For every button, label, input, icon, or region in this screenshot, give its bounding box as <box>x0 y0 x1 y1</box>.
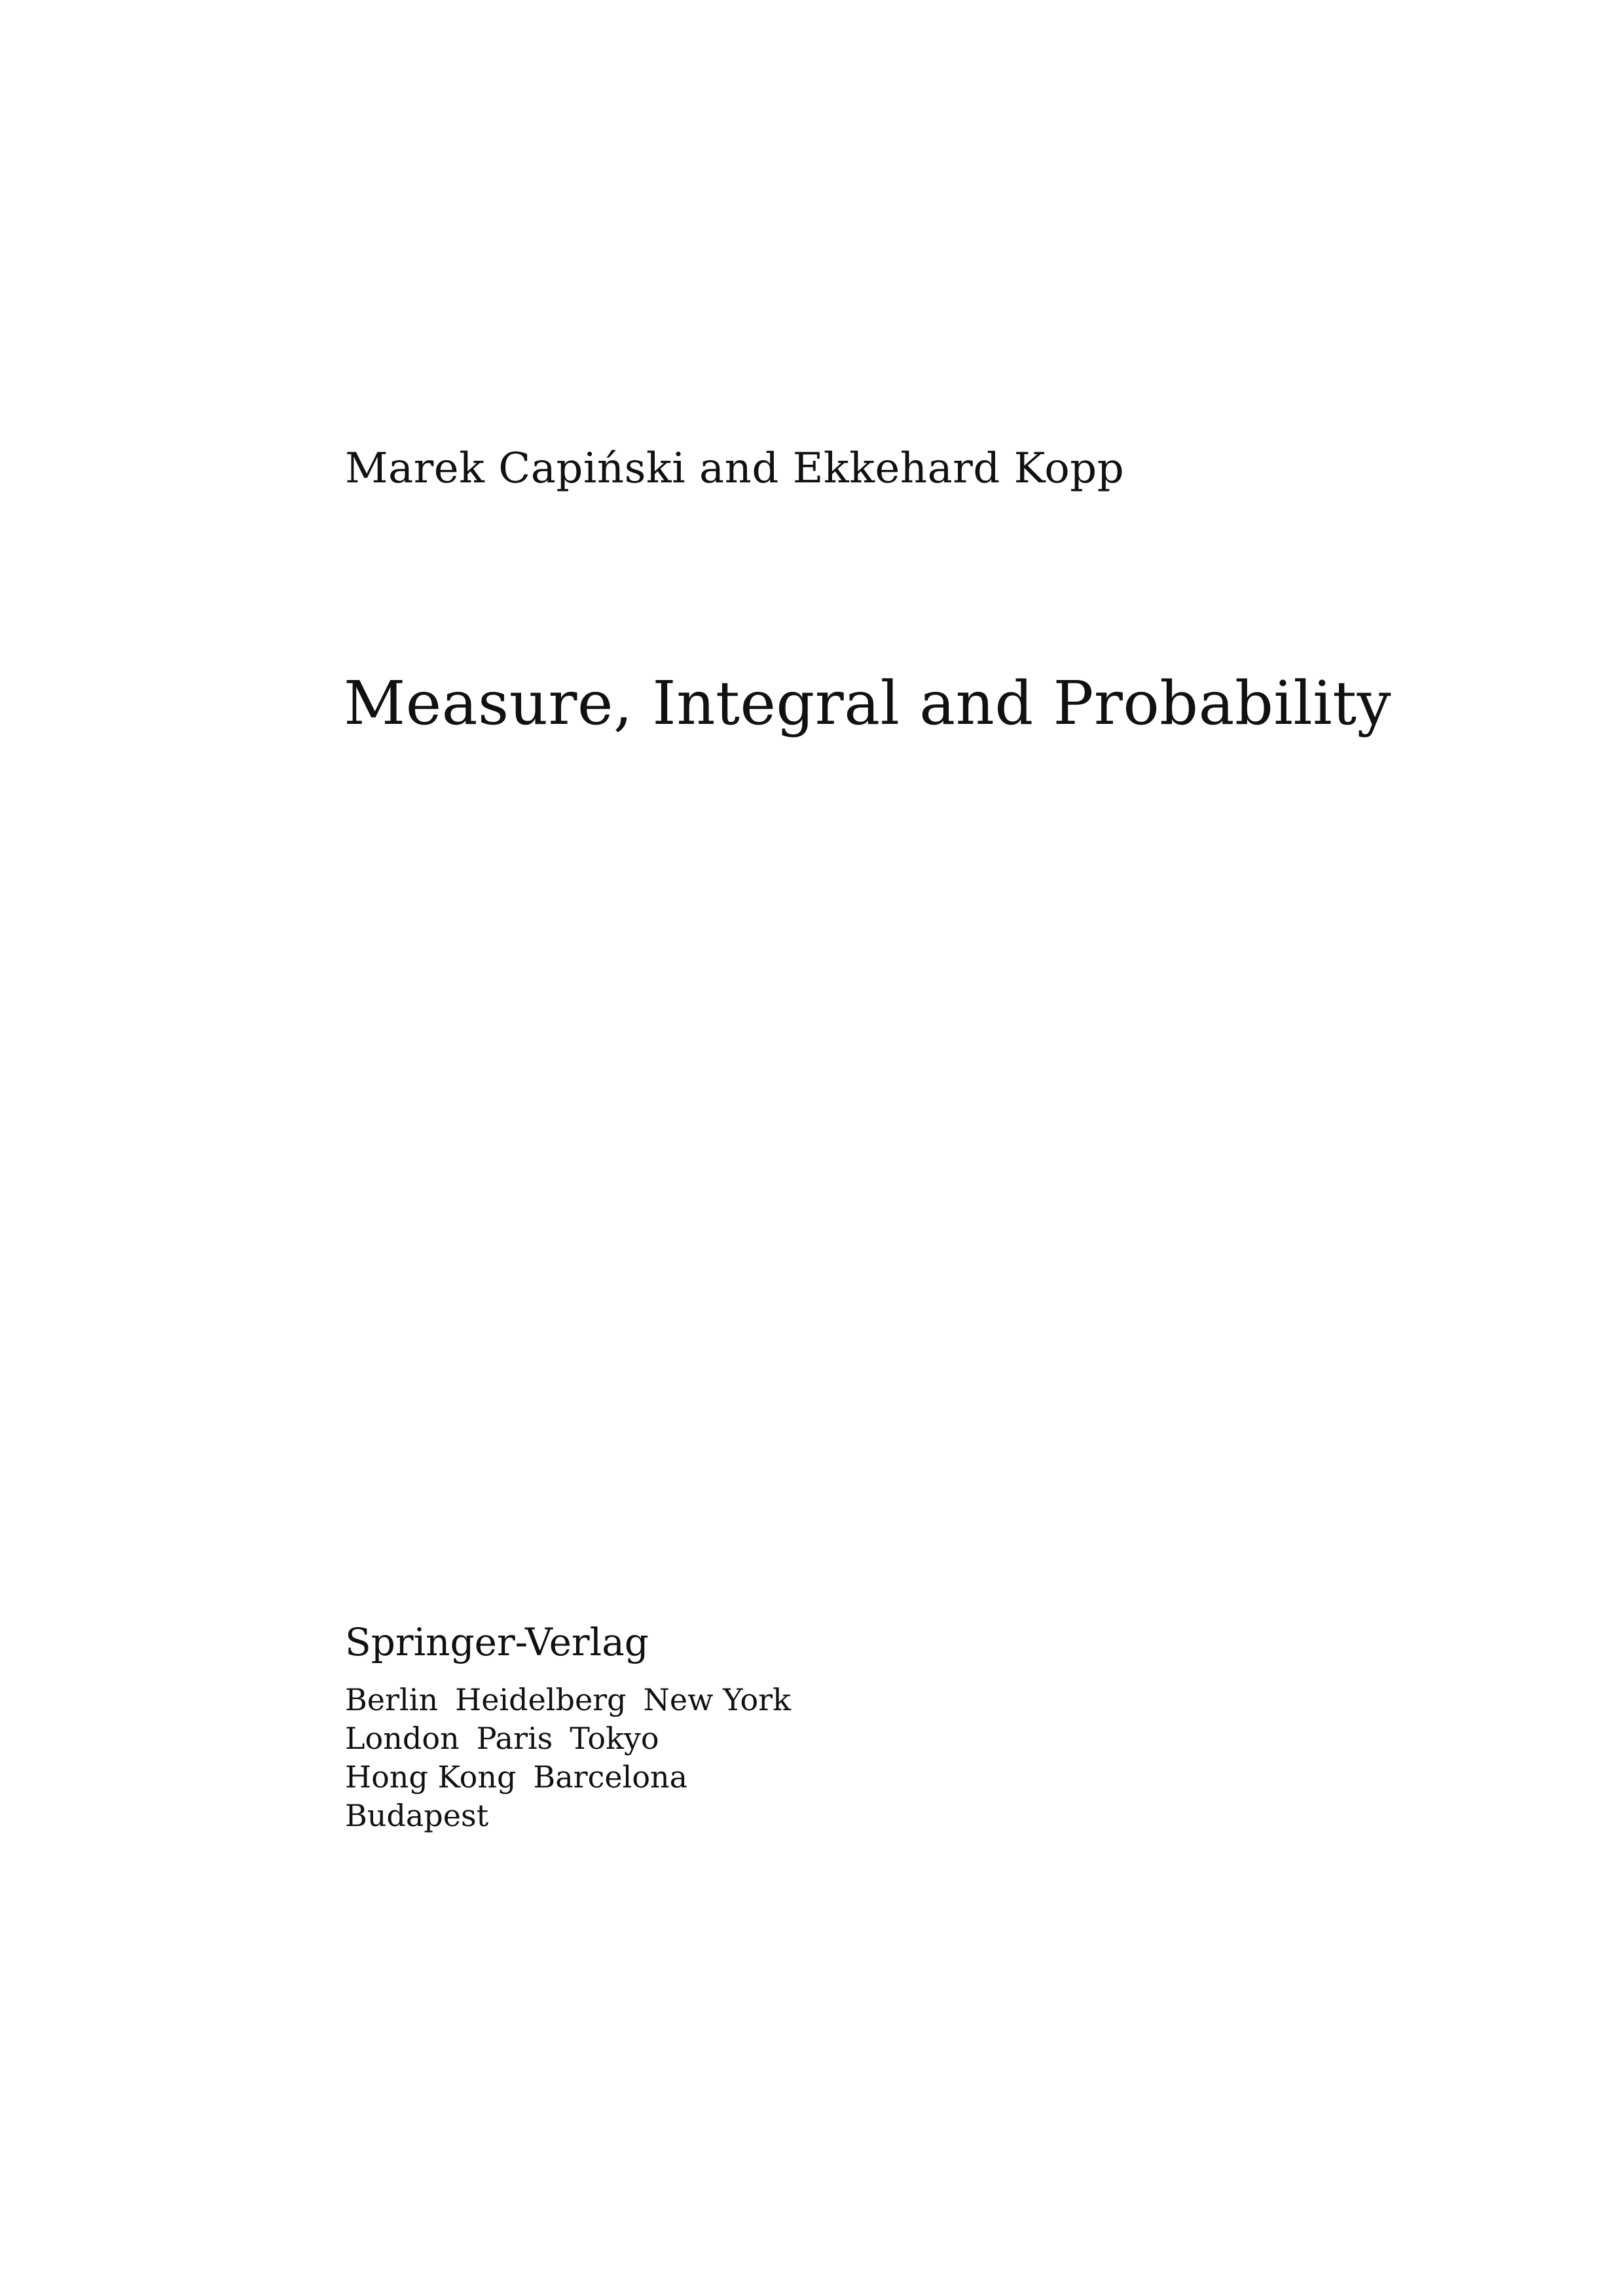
city-name: Paris <box>476 1721 553 1756</box>
city-line <box>345 1681 808 1719</box>
publisher-name: Springer-Verlag <box>345 1620 649 1664</box>
city-name: Hong Kong <box>345 1759 517 1795</box>
city-name: Budapest <box>345 1798 489 1833</box>
author-names: Marek Capiński and Ekkehard Kopp <box>345 444 1125 493</box>
city-name: Heidelberg <box>455 1682 627 1717</box>
city-name: Barcelona <box>533 1759 688 1795</box>
book-title: Measure, Integral and Probability <box>344 668 1392 738</box>
publisher-cities <box>345 1681 808 1835</box>
city-line <box>345 1797 808 1835</box>
city-name: London <box>345 1721 460 1756</box>
city-name: Berlin <box>345 1682 439 1717</box>
city-line <box>345 1758 808 1797</box>
city-name: New York <box>643 1682 792 1717</box>
city-line <box>345 1719 808 1758</box>
city-name: Tokyo <box>570 1721 659 1756</box>
